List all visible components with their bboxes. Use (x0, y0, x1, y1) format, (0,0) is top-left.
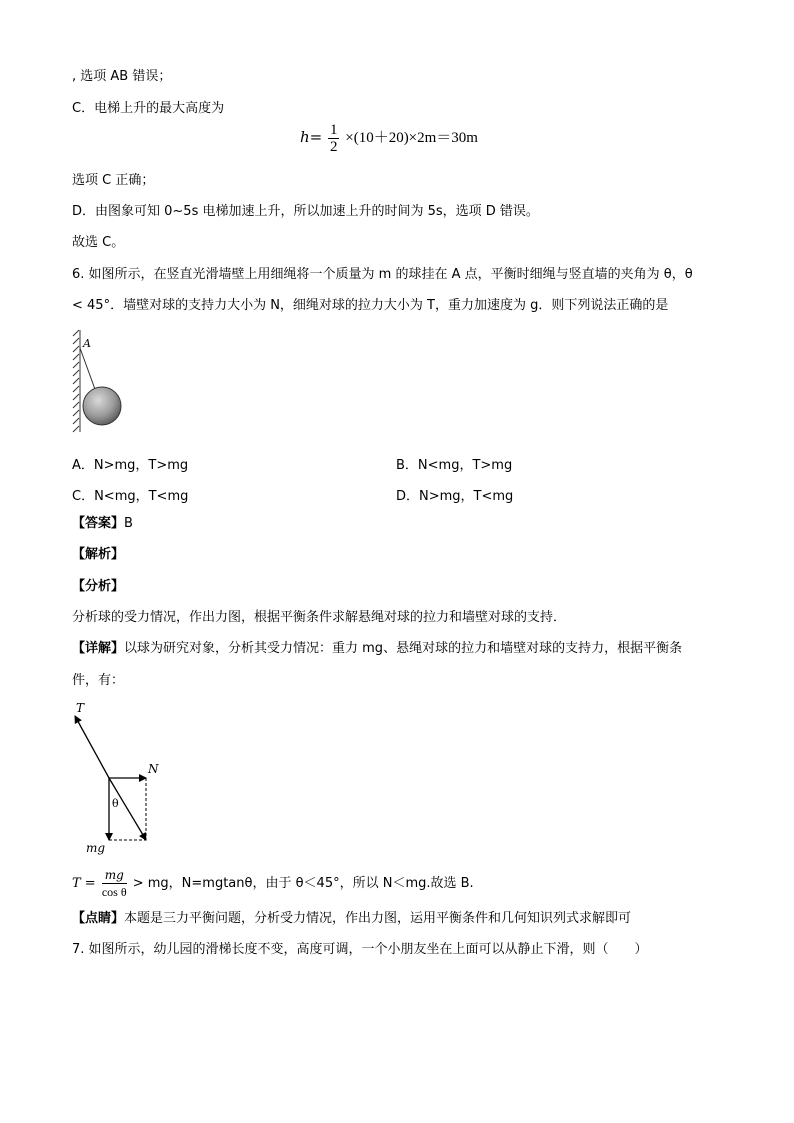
q6-stem-line2: < 45°．墙壁对球的支持力大小为 N，细绳对球的拉力大小为 T，重力加速度为 g．则下列说法正确的是 (72, 298, 669, 313)
result-denominator: cos θ (101, 885, 127, 899)
theta-label: θ (112, 797, 119, 810)
answer-value: B (124, 516, 133, 531)
result-lhs: T = (72, 876, 96, 891)
force-diagram (72, 700, 182, 858)
dianjing-text: 本题是三力平衡问题，分析受力情况，作出力图，运用平衡条件和几何知识列式求解即可 (124, 911, 632, 926)
fraction-numerator: 1 (329, 122, 338, 138)
option-a: A．N>mg，T>mg (72, 458, 189, 473)
q5-option-d-text: D．由图象可知 0~5s 电梯加速上升，所以加速上升的时间为 5s，选项 D 错误。 (72, 204, 539, 219)
point-a-label: A (83, 337, 91, 350)
q5-choose-text: 故选 C。 (72, 235, 125, 250)
fenxi-tag: 【分析】 (72, 579, 125, 594)
ball (83, 387, 121, 425)
string-line (80, 348, 96, 392)
result-fraction (102, 867, 127, 900)
xiangjie-line2: 件，有： (72, 673, 125, 688)
result-tail: > mg，N=mgtanθ，由于 θ＜45°，所以 N＜mg.故选 B. (132, 876, 474, 891)
answer-tag: 【答案】 (72, 516, 125, 531)
q5-c-result-text: 选项 C 正确； (72, 173, 155, 188)
q5-option-c-text: C．电梯上升的最大高度为 (72, 101, 225, 116)
wall-hatching (73, 330, 80, 432)
option-c: C．N<mg，T<mg (72, 489, 189, 504)
fraction-denominator: 2 (329, 139, 338, 155)
option-b: B．N<mg，T>mg (396, 458, 513, 473)
q6-stem-line1: 6. 如图所示，在竖直光滑墙壁上用细绳将一个质量为 m 的球挂在 A 点，平衡时细绳与竖直墙的夹角为 θ，θ (72, 267, 693, 282)
mg-label: mg (86, 841, 106, 855)
xiangjie-line1 (72, 640, 682, 658)
result-numerator: mg (102, 867, 127, 884)
q7-stem-line1: 7. 如图所示，幼儿园的滑梯长度不变，高度可调，一个小朋友坐在上面可以从静止下滑，则（ ） (72, 942, 648, 957)
option-d: D．N>mg，T<mg (396, 489, 514, 504)
dianjing-line (72, 910, 631, 928)
q5-tail-text: , 选项 AB 错误； (72, 69, 172, 84)
answer-line (72, 515, 133, 533)
height-formula (300, 122, 478, 166)
xiangjie-text: 以球为研究对象，分析其受力情况：重力 mg、悬绳对球的拉力和墙壁对球的支持力，根据平衡条 (124, 641, 683, 656)
tension-vector (75, 716, 109, 778)
dianjing-tag: 【点睛】 (72, 911, 125, 926)
n-label: N (148, 762, 159, 776)
t-label: T (76, 701, 85, 715)
formula-rhs: ×(10＋20)×2m＝30m (345, 129, 478, 146)
formula-fraction (328, 122, 340, 155)
ball-on-wall-figure (72, 328, 142, 436)
fenxi-text: 分析球的受力情况，作出力图，根据平衡条件求解悬绳对球的拉力和墙壁对球的支持． (72, 610, 567, 625)
xiangjie-tag: 【详解】 (72, 641, 125, 656)
formula-lhs: h= (300, 127, 323, 146)
result-formula (72, 866, 474, 906)
analysis-tag: 【解析】 (72, 547, 125, 562)
